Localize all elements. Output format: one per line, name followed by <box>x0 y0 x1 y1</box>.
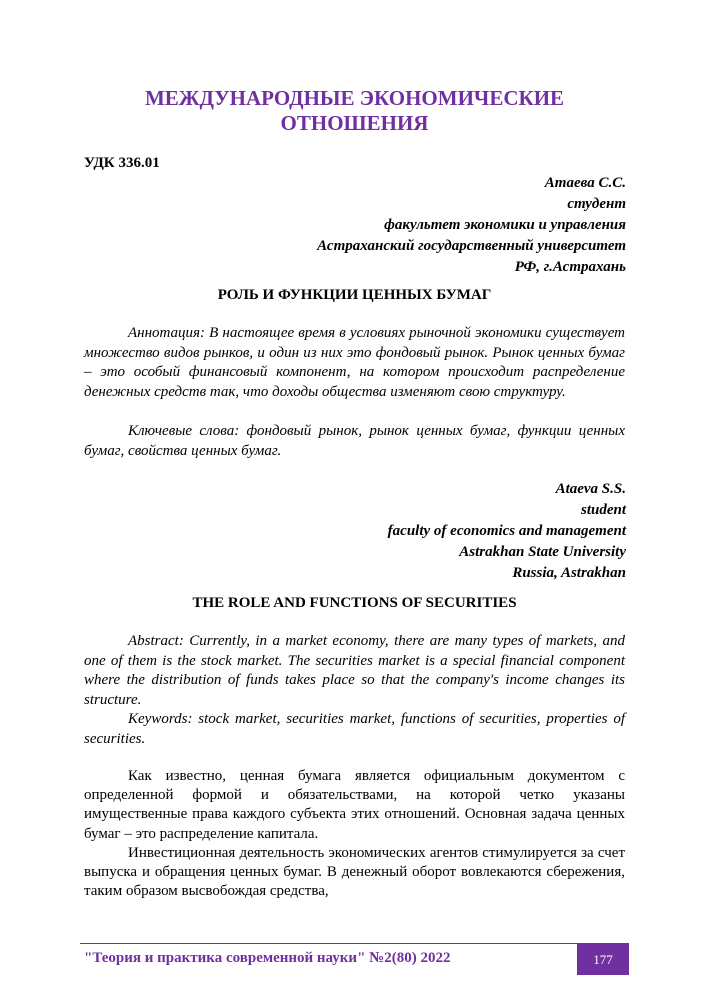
keywords-ru: Ключевые слова: фондовый рынок, рынок ценных бумаг, функции ценных бумаг, свойства ценных бумаг. <box>84 423 625 459</box>
author-name: Атаева С.С. <box>544 175 626 191</box>
author-location: Russia, Astrakhan <box>512 565 626 581</box>
section-title-line1: МЕЖДУНАРОДНЫЕ ЭКОНОМИЧЕСКИЕ <box>144 86 565 110</box>
footer-journal: "Теория и практика современной науки" №2(80) 2022 <box>84 950 451 966</box>
footer-divider <box>80 943 629 944</box>
author-faculty: факультет экономики и управления <box>384 217 626 233</box>
author-position: student <box>580 502 626 518</box>
abstract-en: Abstract: Currently, in a market economy, there are many types of markets, and one of them is the stock market. The securities market is a special financial component where the distribution of funds takes place so that the company's income changes its structure. <box>84 633 625 708</box>
keywords-en: Keywords: stock market, securities market, functions of securities, properties of securities. <box>84 711 625 747</box>
author-university: Астраханский государственный университет <box>317 238 626 254</box>
section-title <box>80 86 629 136</box>
author-location: РФ, г.Астрахань <box>514 259 626 275</box>
author-block-en <box>388 479 626 584</box>
udk-code: УДК 336.01 <box>84 155 160 171</box>
body-paragraph: Инвестиционная деятельность экономических агентов стимулируется за счет выпуска и обращения ценных бумаг. В денежный оборот вовлекаются сбережения, таким образом высвобождая средства, <box>84 845 625 900</box>
article-title-en: THE ROLE AND FUNCTIONS OF SECURITIES <box>192 595 517 611</box>
author-faculty: faculty of economics and management <box>387 523 626 539</box>
author-university: Astrakhan State University <box>459 544 626 560</box>
annotation-ru: Аннотация: В настоящее время в условиях рыночной экономики существует множество видов рынков, и один из них это фондовый рынок. Рынок ценных бумаг – это особый финансовый компонент, на котором происходит распределение денежных средств так, что доходы общества изменяют свою структуру. <box>84 325 625 400</box>
author-name: Ataeva S.S. <box>555 481 626 497</box>
section-title-line2: ОТНОШЕНИЯ <box>280 111 429 135</box>
author-position: студент <box>567 196 626 212</box>
author-block-ru <box>317 173 626 278</box>
page-number: 177 <box>577 944 629 975</box>
body-paragraph: Как известно, ценная бумага является официальным документом с определенной формой и обязательствами, на которой четко указаны имущественные права каждого субъекта этих отношений. Основная задача ценных бумаг – это распределение капитала. <box>84 768 625 842</box>
article-title-ru: РОЛЬ И ФУНКЦИИ ЦЕННЫХ БУМАГ <box>217 287 492 303</box>
